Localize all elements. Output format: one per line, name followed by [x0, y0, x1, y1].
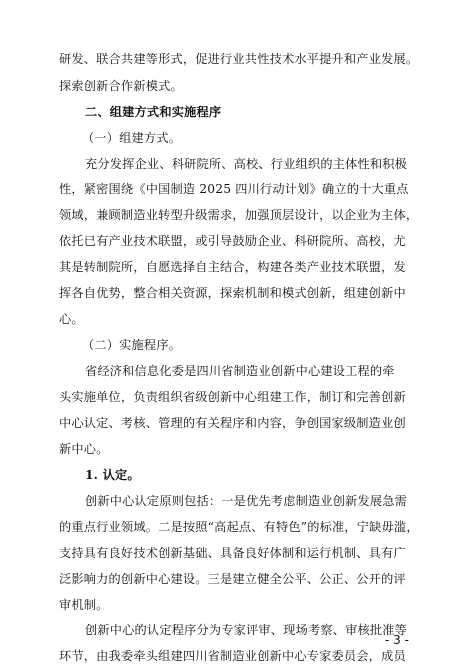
body-line: 性，紧密围绕《中国制造 2025 四川行动计划》确立的十大重点 — [59, 182, 409, 196]
body-line: 的重点行业领域。二是按照“高起点、有特色”的标准，宁缺毋滥， — [59, 520, 419, 534]
body-line: 挥各自优势，整合相关资源，探索机制和模式创新，组建创新中 — [59, 286, 406, 300]
body-line: 头实施单位，负责组织省级创新中心组建工作，制订和完善创新 — [59, 390, 406, 404]
body-line: 领域，兼顾制造业转型升级需求，加强顶层设计，以企业为主体， — [59, 208, 419, 222]
numbered-heading: 1. 认定。 — [85, 468, 140, 482]
body-line: 中心认定、考核、管理的有关程序和内容，争创国家级制造业创 — [59, 416, 406, 430]
body-line: 创新中心认定原则包括：一是优先考虑制造业创新发展急需 — [85, 494, 408, 508]
body-line: 研发、联合共建等形式，促进行业共性技术水平提升和产业发展。 — [59, 52, 419, 66]
section-heading: 二、组建方式和实施程序 — [85, 105, 222, 119]
body-line: 环节，由我委牵头组建四川省制造业创新中心专家委员会，成员 — [59, 649, 406, 663]
subsection-heading: （二）实施程序。 — [82, 338, 182, 352]
body-line: 泛影响力的创新中心建设。三是建立健全公平、公正、公开的评 — [59, 572, 406, 586]
body-line: 支持具有良好技术创新基础、具备良好体制和运行机制、具有广 — [59, 546, 406, 560]
body-line: 探索创新合作新模式。 — [59, 79, 183, 93]
body-line: 省经济和信息化委是四川省制造业创新中心建设工程的牵 — [85, 364, 395, 378]
body-line: 充分发挥企业、科研院所、高校、行业组织的主体性和积极 — [85, 157, 408, 171]
body-line: 其是转制院所，自愿选择自主结合，构建各类产业技术联盟，发 — [59, 260, 406, 274]
body-line: 创新中心的认定程序分为专家评审、现场考察、审核批准等 — [85, 623, 408, 637]
body-line: 审机制。 — [59, 598, 109, 612]
subsection-heading: （一）组建方式。 — [82, 131, 182, 145]
body-line: 心。 — [59, 312, 84, 326]
body-line: 新中心。 — [59, 442, 109, 456]
page-number: - 3 - — [385, 633, 409, 647]
body-line: 依托已有产业技术联盟，或引导鼓励企业、科研院所、高校，尤 — [59, 234, 406, 248]
